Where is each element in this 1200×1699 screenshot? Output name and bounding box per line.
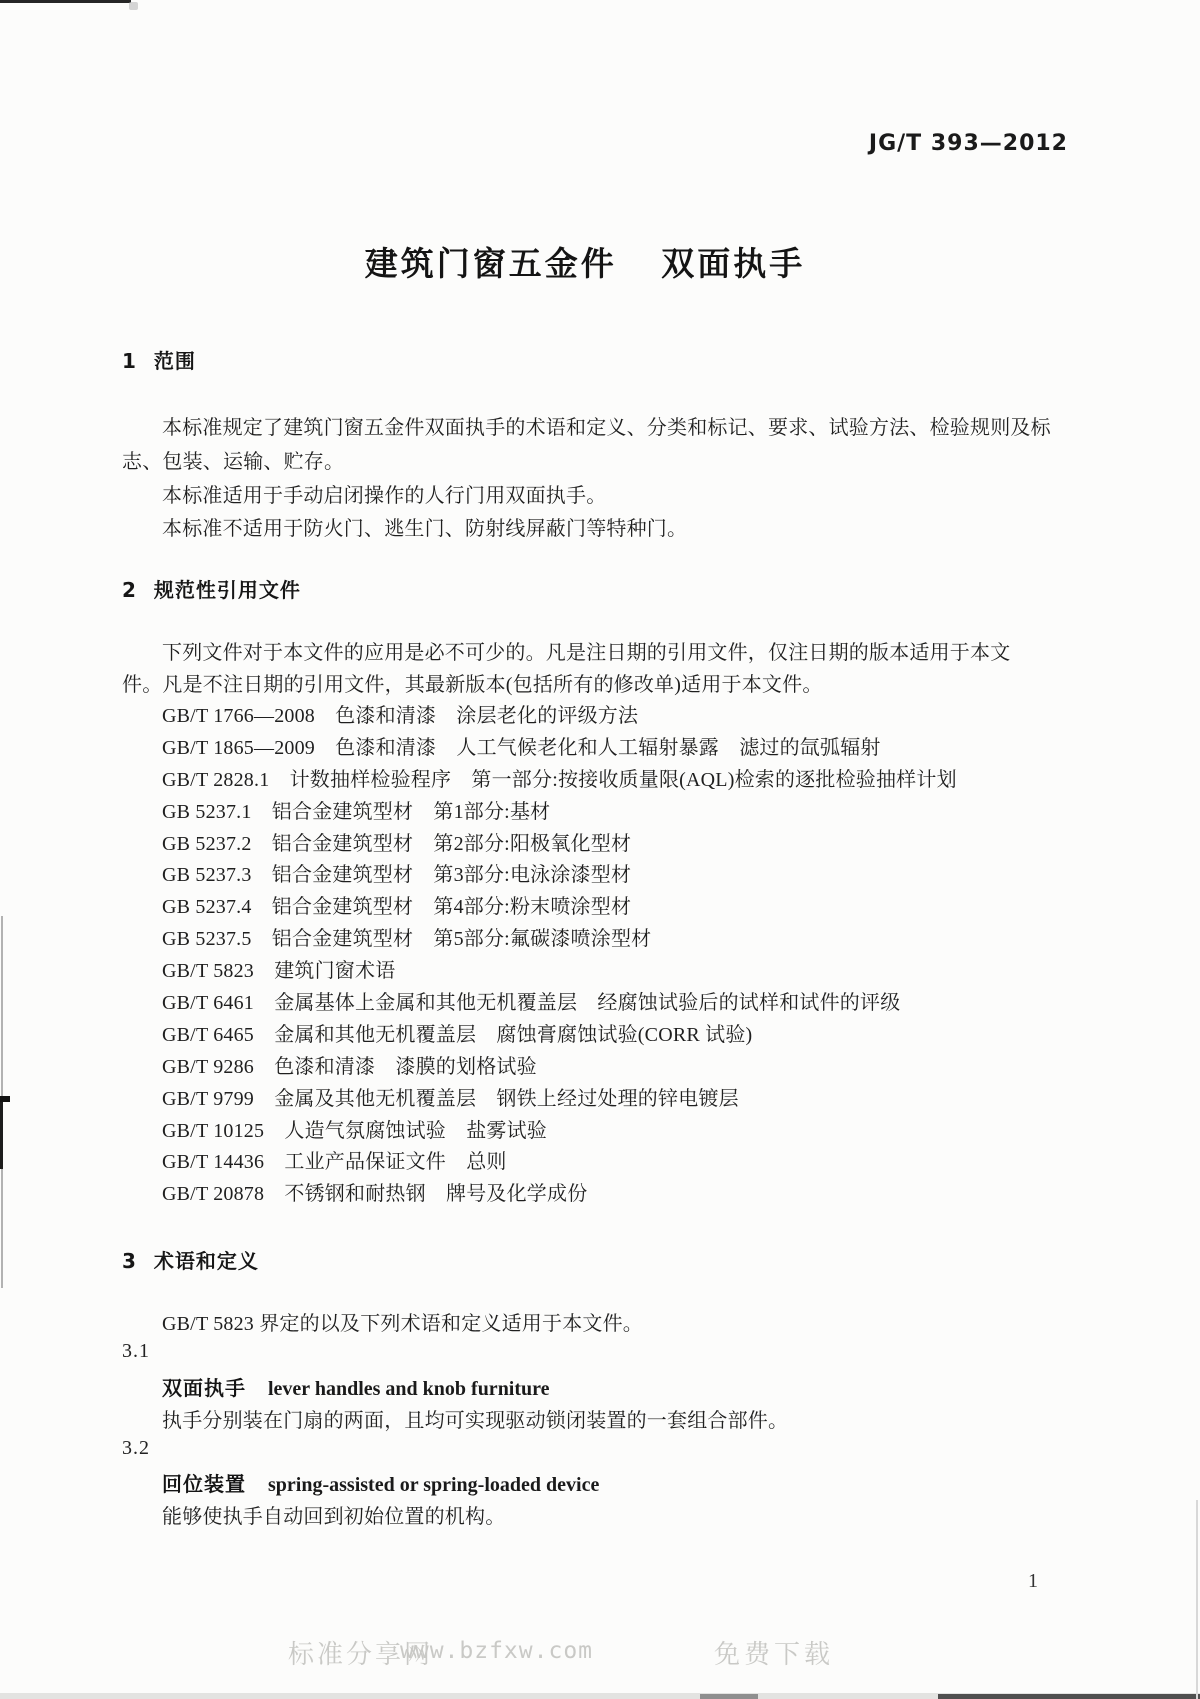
reference-item: GB 5237.4 铝合金建筑型材 第4部分:粉末喷涂型材 (162, 896, 632, 919)
reference-item: GB/T 14436 工业产品保证文件 总则 (162, 1151, 507, 1174)
section-1-heading (122, 345, 196, 374)
scan-mark-top-bar (0, 0, 131, 3)
scan-mark-right-edge (1196, 1500, 1198, 1699)
watermark-url: www.bzfxw.com (400, 1638, 594, 1664)
scope-line-2: 志、包装、运输、贮存。 (122, 451, 345, 473)
reference-item: GB 5237.5 铝合金建筑型材 第5部分:氟碳漆喷涂型材 (162, 928, 652, 951)
reference-item: GB 5237.1 铝合金建筑型材 第1部分:基材 (162, 800, 551, 823)
scan-mark-bottom-mid (700, 1694, 758, 1699)
watermark-site-name: 标准分享网 (288, 1640, 434, 1670)
term-1-name (122, 1372, 550, 1401)
reference-item: GB/T 5823 建筑门窗术语 (162, 960, 396, 983)
section-1-number: 1 (122, 349, 137, 373)
scan-mark-bottom-dark (938, 1694, 1200, 1699)
section-3-number: 3 (122, 1249, 137, 1273)
term-2-name-en: spring-assisted or spring-loaded device (268, 1474, 600, 1496)
reference-item: GB 5237.2 铝合金建筑型材 第2部分:阳极氧化型材 (162, 832, 632, 855)
reference-item: GB/T 9286 色漆和清漆 漆膜的划格试验 (162, 1055, 537, 1078)
scan-mark-left-tick (0, 1096, 10, 1102)
references-intro-line-1: 下列文件对于本文件的应用是必不可少的。凡是注日期的引用文件，仅注日期的版本适用于本文 (162, 642, 1011, 664)
reference-item: GB/T 2828.1 计数抽样检验程序 第一部分:按接收质量限(AQL)检索的逐批检验抽样计划 (162, 768, 957, 791)
reference-item: GB/T 9799 金属及其他无机覆盖层 钢铁上经过处理的锌电镀层 (162, 1087, 739, 1110)
scan-mark-left-dark (0, 1097, 3, 1169)
doc-number: JG/T 393—2012 (868, 131, 1068, 156)
page-title-part1: 建筑门窗五金件 (364, 244, 617, 283)
watermark-download-text: 免费下载 (714, 1640, 835, 1670)
reference-item: GB/T 1865—2009 色漆和清漆 人工气候老化和人工辐射暴露 滤过的氙弧辐射 (162, 736, 881, 759)
page-number: 1 (1028, 1570, 1038, 1592)
page-title-part2: 双面执手 (661, 244, 806, 283)
term-2-number: 3.2 (122, 1437, 150, 1459)
reference-item: GB/T 20878 不锈钢和耐热钢 牌号及化学成份 (162, 1183, 588, 1206)
references-intro-line-2: 件。凡是不注日期的引用文件，其最新版本(包括所有的修改单)适用于本文件。 (122, 674, 823, 696)
term-2-name-zh: 回位装置 (162, 1472, 246, 1496)
references-list (122, 701, 957, 1211)
scope-line-4: 本标准不适用于防火门、逃生门、防射线屏蔽门等特种门。 (162, 518, 688, 540)
reference-item: GB/T 6465 金属和其他无机覆盖层 腐蚀膏腐蚀试验(CORR 试验) (162, 1023, 753, 1046)
term-2-name (122, 1468, 599, 1497)
page-title (122, 238, 1048, 285)
reference-item: GB/T 1766—2008 色漆和清漆 涂层老化的评级方法 (162, 705, 639, 727)
term-1-number: 3.1 (122, 1340, 150, 1362)
section-3-title: 术语和定义 (153, 1249, 259, 1273)
section-3-heading (122, 1245, 259, 1274)
scope-line-3: 本标准适用于手动启闭操作的人行门用双面执手。 (162, 485, 607, 507)
reference-item: GB 5237.3 铝合金建筑型材 第3部分:电泳涂漆型材 (162, 864, 632, 887)
reference-item: GB/T 10125 人造气氛腐蚀试验 盐雾试验 (162, 1119, 547, 1142)
term-1-definition: 执手分别装在门扇的两面，且均可实现驱动锁闭装置的一套组合部件。 (162, 1410, 789, 1432)
term-1-name-en: lever handles and knob furniture (268, 1378, 550, 1400)
section-1-title: 范围 (153, 349, 196, 373)
section-2-number: 2 (122, 578, 137, 602)
scope-line-1: 本标准规定了建筑门窗五金件双面执手的术语和定义、分类和标记、要求、试验方法、检验规则及标 (162, 417, 1051, 439)
scan-mark-top-speck (129, 2, 138, 10)
section-2-heading (122, 574, 301, 603)
reference-item: GB/T 6461 金属基体上金属和其他无机覆盖层 经腐蚀试验后的试样和试件的评级 (162, 992, 901, 1015)
term-2-definition: 能够使执手自动回到初始位置的机构。 (162, 1506, 506, 1528)
term-1-name-zh: 双面执手 (162, 1376, 246, 1400)
terms-intro: GB/T 5823 界定的以及下列术语和定义适用于本文件。 (162, 1313, 643, 1335)
section-2-title: 规范性引用文件 (153, 578, 301, 602)
